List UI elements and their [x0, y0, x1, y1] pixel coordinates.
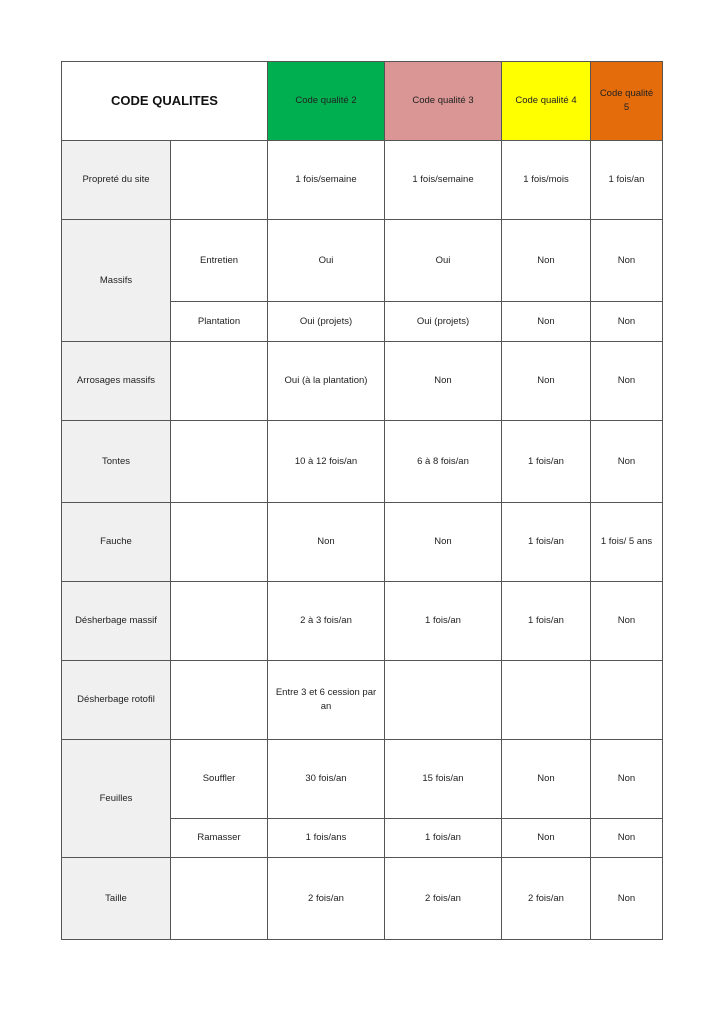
cell-code-2: Entre 3 et 6 cession par an: [268, 661, 385, 740]
cell-code-4: 1 fois/an: [502, 503, 591, 582]
cell-code-3: 6 à 8 fois/an: [385, 421, 502, 503]
cell-code-4: Non: [502, 342, 591, 421]
table-title: CODE QUALITES: [62, 62, 268, 141]
table-row: [62, 342, 663, 421]
header-row: [62, 62, 663, 141]
quality-table: [61, 61, 663, 940]
cell-code-5: Non: [591, 342, 663, 421]
cell-code-4: 2 fois/an: [502, 858, 591, 940]
cell-code-5: [591, 661, 663, 740]
table-row: [62, 582, 663, 661]
cell-code-4: Non: [502, 220, 591, 302]
table-row: [62, 421, 663, 503]
cell-code-2: 1 fois/semaine: [268, 141, 385, 220]
cell-code-4: Non: [502, 740, 591, 819]
row-label-proprete: Propreté du site: [62, 141, 171, 220]
cell-code-2: 10 à 12 fois/an: [268, 421, 385, 503]
cell-code-4: Non: [502, 819, 591, 858]
table-row: [62, 661, 663, 740]
cell-code-2: Oui (projets): [268, 302, 385, 342]
row-sub-cell: [171, 582, 268, 661]
cell-code-3: 1 fois/semaine: [385, 141, 502, 220]
row-sub-cell: [171, 661, 268, 740]
row-label-desherbage-rotofil: Désherbage rotofil: [62, 661, 171, 740]
cell-code-5: 1 fois/an: [591, 141, 663, 220]
cell-code-4: Non: [502, 302, 591, 342]
row-label-fauche: Fauche: [62, 503, 171, 582]
cell-code-3: [385, 661, 502, 740]
table-row: [62, 220, 663, 302]
cell-code-5: Non: [591, 819, 663, 858]
row-label-massifs: Massifs: [62, 220, 171, 342]
cell-code-3: Non: [385, 503, 502, 582]
row-label-tontes: Tontes: [62, 421, 171, 503]
cell-code-2: 30 fois/an: [268, 740, 385, 819]
cell-code-3: Oui (projets): [385, 302, 502, 342]
row-sub-cell: [171, 342, 268, 421]
cell-code-4: 1 fois/an: [502, 421, 591, 503]
cell-code-2: Non: [268, 503, 385, 582]
header-code-4: Code qualité 4: [502, 62, 591, 141]
cell-code-3: Oui: [385, 220, 502, 302]
cell-code-4: 1 fois/mois: [502, 141, 591, 220]
table-row: [62, 858, 663, 940]
row-sub-cell: [171, 858, 268, 940]
row-sub-cell: [171, 141, 268, 220]
cell-code-4: [502, 661, 591, 740]
row-label-feuilles: Feuilles: [62, 740, 171, 858]
row-sub-cell: [171, 421, 268, 503]
cell-code-4: 1 fois/an: [502, 582, 591, 661]
cell-code-5: Non: [591, 740, 663, 819]
cell-code-3: Non: [385, 342, 502, 421]
cell-code-5: Non: [591, 302, 663, 342]
table-row: [62, 740, 663, 819]
cell-code-2: 2 à 3 fois/an: [268, 582, 385, 661]
cell-code-5: 1 fois/ 5 ans: [591, 503, 663, 582]
row-sub-souffler: Souffler: [171, 740, 268, 819]
row-label-taille: Taille: [62, 858, 171, 940]
row-sub-entretien: Entretien: [171, 220, 268, 302]
cell-code-5: Non: [591, 582, 663, 661]
cell-code-5: Non: [591, 858, 663, 940]
row-sub-cell: [171, 503, 268, 582]
cell-code-3: 1 fois/an: [385, 582, 502, 661]
table-row: [62, 141, 663, 220]
cell-code-2: 2 fois/an: [268, 858, 385, 940]
cell-code-5: Non: [591, 220, 663, 302]
table-row: [62, 503, 663, 582]
header-code-3: Code qualité 3: [385, 62, 502, 141]
cell-code-2: 1 fois/ans: [268, 819, 385, 858]
header-code-2: Code qualité 2: [268, 62, 385, 141]
cell-code-5: Non: [591, 421, 663, 503]
cell-code-3: 2 fois/an: [385, 858, 502, 940]
cell-code-2: Oui (à la plantation): [268, 342, 385, 421]
header-code-5: Code qualité 5: [591, 62, 663, 141]
cell-code-3: 1 fois/an: [385, 819, 502, 858]
cell-code-3: 15 fois/an: [385, 740, 502, 819]
row-label-arrosages: Arrosages massifs: [62, 342, 171, 421]
row-sub-ramasser: Ramasser: [171, 819, 268, 858]
row-sub-plantation: Plantation: [171, 302, 268, 342]
cell-code-2: Oui: [268, 220, 385, 302]
row-label-desherbage-massif: Désherbage massif: [62, 582, 171, 661]
